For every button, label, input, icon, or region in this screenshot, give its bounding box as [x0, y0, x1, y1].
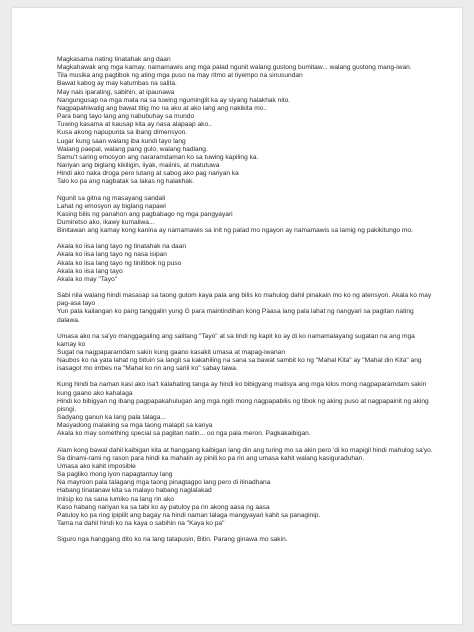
text-line: Sabi nila walang hindi masasaр sa taong gutom kaya pala ang bilis ko mahulog dahil pinakain mo ko ng atensyon. Akala ko may pag-asa tayo [57, 292, 432, 308]
document-page [12, 8, 462, 624]
text-line: Masyadong malaking sa mga taong malapit sa kanya [57, 422, 213, 430]
text-line: Iniisip ko na sana lumiko na lang rin ako [57, 495, 174, 503]
stanza [57, 536, 435, 544]
text-line: Akala ko iisa lang tayo [57, 267, 123, 275]
text-line: Sugat na nagpaparamdam sakin kung gaano kasakit umasa at mapag-iwanan [57, 349, 285, 356]
text-line: Akala ko iisa lang tayo ng nasa isipan [57, 251, 167, 259]
text-line: Naubos ko na yata lahat ng bituin sa langit sa kakahiling na sana sa bawat sambit ko ng "Mahal Kita" ay "Mahal din Kita" ang isasagot mo imbes na "Mahal ko rin ang sarili ko" sabay tawa. [57, 357, 422, 373]
stanza [57, 243, 435, 284]
text-line: Dumiretso ako, ikawy kumaliwa... [57, 218, 155, 226]
text-line: Akala ko iisa lang tayo ng tinitibok ng puso [57, 259, 182, 267]
text-line: Binitawan ang kamay kong kanina ay namamawis sa init ng palad mo ngayon ay namamawis sa lamig ng pakikitungo mo. [57, 227, 413, 235]
text-line: Tama na dahil hindi ko na kaya o sabihin na "Kaya ko pa" [57, 519, 225, 527]
text-line: Lahat ng emosyon ay biglang napawi [57, 202, 166, 210]
text-line: Patuloy ko pa ring ipipilit ang bagay na hindi naman talaga mangyayari kahit sa panaginip. [57, 511, 321, 519]
stanza [57, 195, 435, 236]
stanza [57, 56, 435, 187]
text-line: Na mayroon pala talagang mga taong pinagtagpo lang pero di itinadhana [57, 479, 271, 487]
stanza [57, 292, 435, 325]
text-line: Akala ko may "Tayo" [57, 275, 118, 283]
poem-text [57, 56, 435, 552]
text-line: Tila musika ang pagtibok ng ating mga puso na may ritmo at tiyempo na sinusundan [57, 72, 303, 80]
text-line: Samu't saring emosyon ang nararamdaman ko sa tuwing kapiling ka. [57, 153, 259, 161]
text-line: Kasing bilis ng panahon ang pagbabago ng mga pangyayari [57, 210, 233, 218]
text-line: Talo ko pa ang nagbatak sa lakas ng halakhak. [57, 178, 195, 186]
text-line: Hindi ko bibigyan ng ibang pagpapakahulugan ang mga ngiti mong nagpapabilis ng tibok ng aking puso at nagpapainit ng aking pisngi. [57, 397, 429, 413]
stanza [57, 447, 435, 529]
text-line: Magkasama nating tinatahak ang daan [57, 56, 171, 63]
text-line: Sa pagliko mong iyon napagtantuy lang [57, 471, 173, 479]
text-line: Magkahawak ang mga kamay, namamawis ang mga palad ngunit walang gustong bumitaw... walang gustong mang-iwan. [57, 64, 412, 72]
text-line: Para bang tayo lang ang nabubuhay sa mundo [57, 113, 195, 121]
text-line: Akala ko iisa lang tayo ng tinatahak na daan [57, 243, 187, 251]
text-line: Walang paepal, walang pang gulo, walang hadlang. [57, 145, 208, 153]
text-line: Umasa ako na sa'yo manggagaling ang salitang "Tayo" at sa tindi ng kapit ko ay di ko namamalayang sugatan na ang mga kamay ko [57, 332, 415, 348]
text-line: Lugar kung saan walang iba kundi tayo lang [57, 137, 186, 145]
text-line: Habang tinatanaw kita sa malayo habang naglalakad [57, 487, 212, 495]
text-line: Kung hindi ba naman kasi ako isa't kalahating tanga ay hindi ko bibigyang malisya ang mga kilos mong nagpaparamdam sakin kung gaano ako kahalaga [57, 381, 427, 397]
text-line: Sadyang ganun ka lang pala talaga... [57, 414, 166, 422]
text-line: Bawat kabog ay may katumbas na salita. [57, 80, 177, 88]
text-line: May nais iparating, sabihin, at ipaunawa [57, 88, 175, 96]
text-line: Kaso habang nariyan ka sa tabi ko ay patuloy pa rin akong aasa ng aasa [57, 503, 270, 511]
stanza [57, 381, 435, 438]
text-line: Alam kong bawal dahil kaibigan kita at hanggang kaibigan lang din ang turing mo sa akin pero 'di ko mapigil hindi mahulog sa'yo. [57, 446, 433, 454]
text-line: Ngunit sa gitna ng masayang sandali [57, 194, 166, 202]
text-line: Nagpapahiwatig ang bawat titig mo na ako at ako lang ang nakikita mo.. [57, 104, 268, 112]
text-line: Yun pala kailangan ko pang tanggalin yung G para maintindihan kong Paasa lang pala lahat ng nangyari sa pagitan nating dalawa. [57, 308, 414, 324]
text-line: Tuwing kasama at kausap kita ay nasa alapaap ako.. [57, 121, 212, 129]
stanza [57, 333, 435, 374]
text-line: Kusa akong napupunta sa ibang dimensyon. [57, 129, 188, 137]
text-line: Umasa ako kahit imposible [57, 462, 136, 470]
text-line: Hindi ako naka droga pero lutang at sabog ako pag nariyan ka [57, 170, 239, 178]
text-line: Sa dinami-rami ng rason para hindi ka mahalin ay pinili ko pa rin ang umasa kahit walang kasiguraduhan. [57, 454, 365, 462]
text-line: Nariyan ang biglang kikiligin, iiyak, maiinis, at matutuwa [57, 162, 220, 170]
text-line: Akala ko may something special sa pagitan natin... oo nga pala meron. Pagkakaibigan. [57, 430, 311, 438]
text-line: Nangungusap na mga mata na sa tuwing nguminglit ka ay siyang halakhak nito. [57, 96, 291, 104]
text-line: Siguro nga hanggang dito ko na lang tatapusin, Bitin. Parang ginawa mo sakin. [57, 536, 288, 544]
